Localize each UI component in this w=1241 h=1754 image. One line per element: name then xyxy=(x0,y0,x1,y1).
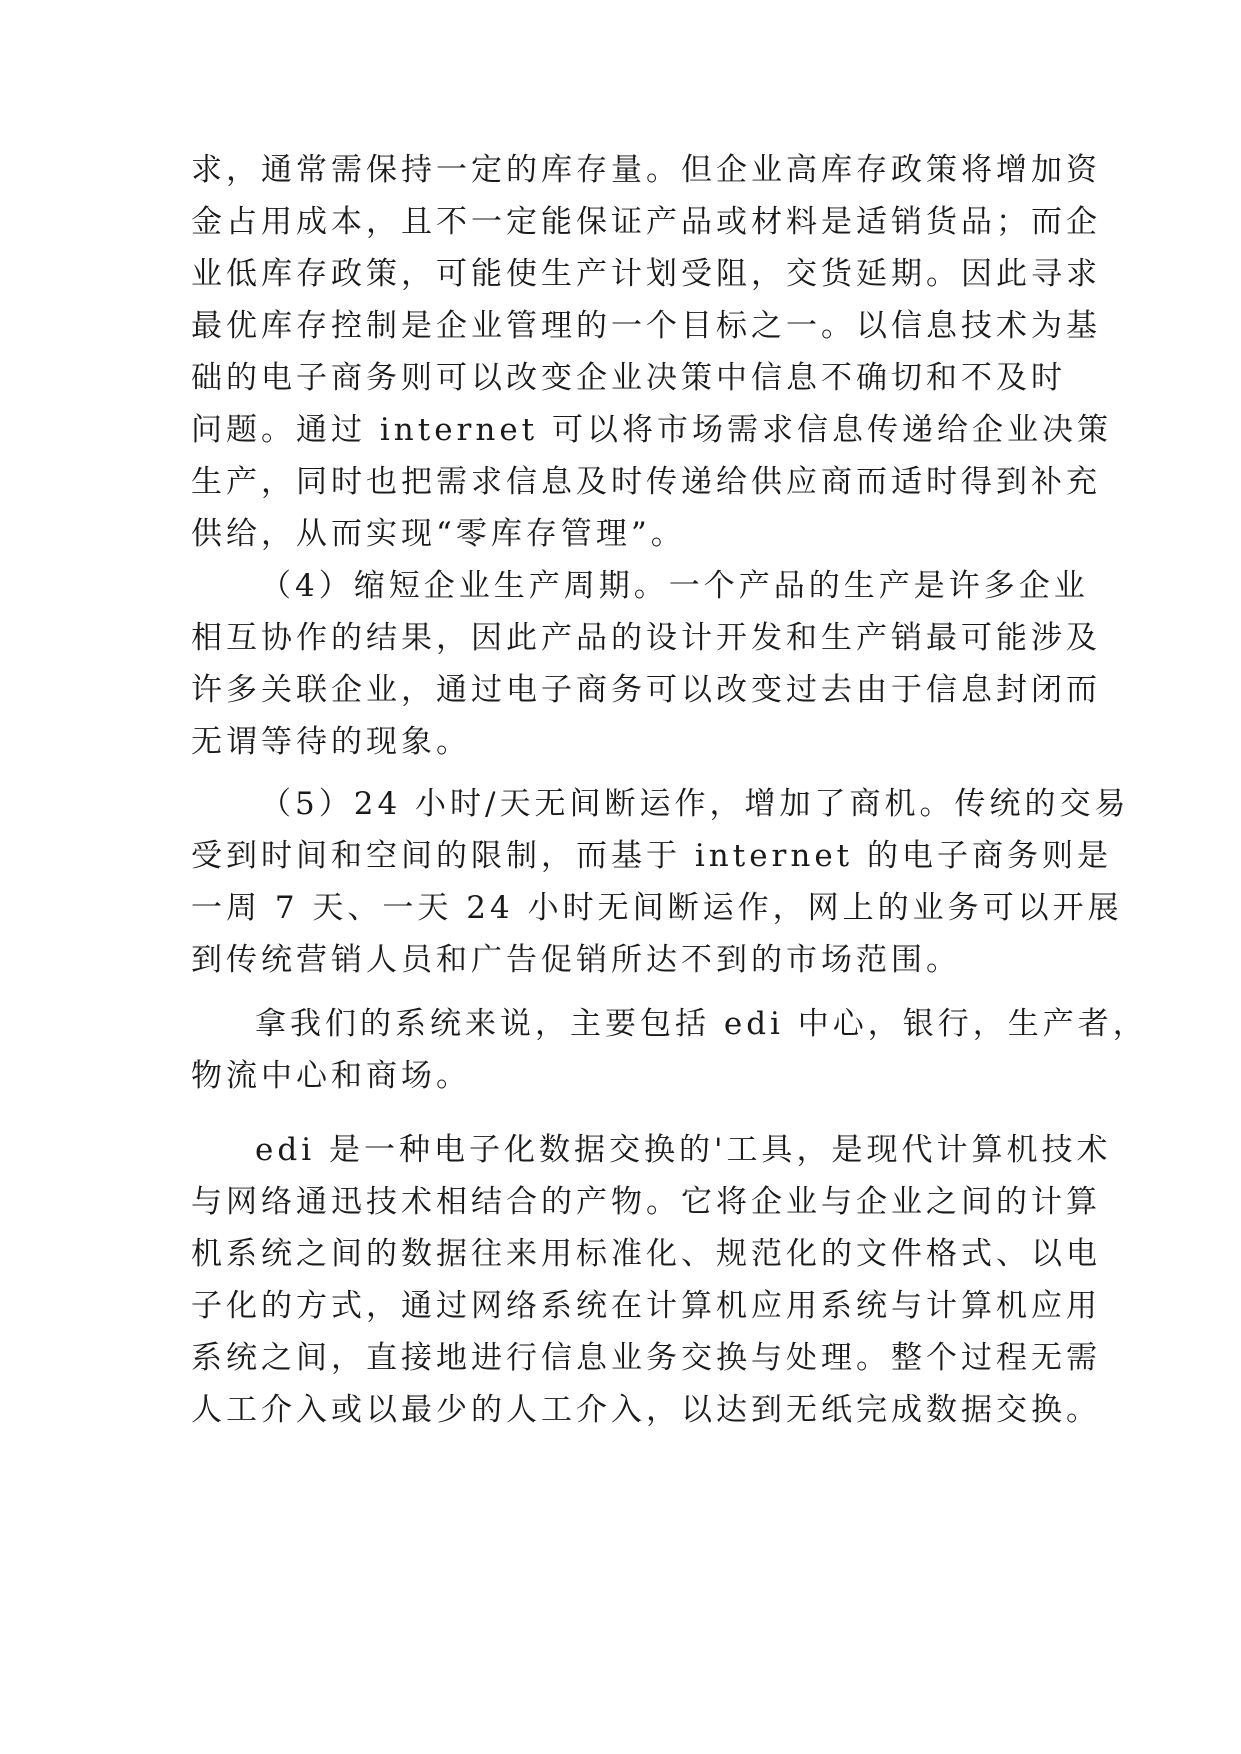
text-line: 生产，同时也把需求信息及时传递给供应商而适时得到补充 xyxy=(191,464,1101,500)
text-line: 与网络通迅技术相结合的产物。它将企业与企业之间的计算 xyxy=(191,1184,1101,1220)
text-line: 物流中心和商场。 xyxy=(191,1058,471,1094)
text-line: 求，通常需保持一定的库存量。但企业高库存政策将增加资 xyxy=(191,152,1101,188)
text-line: 业低库存政策，可能使生产计划受阻，交货延期。因此寻求 xyxy=(191,256,1101,292)
paragraph-first-line: （5）24 小时/天无间断运作，增加了商机。传统的交易 xyxy=(260,786,1130,822)
paragraph-first-line: 拿我们的系统来说，主要包括 edi 中心，银行，生产者， xyxy=(255,1006,1148,1042)
text-line: 础的电子商务则可以改变企业决策中信息不确切和不及时 xyxy=(191,360,1066,396)
text-line: 许多关联企业，通过电子商务可以改变过去由于信息封闭而 xyxy=(191,672,1101,708)
text-line: 最优库存控制是企业管理的一个目标之一。以信息技术为基 xyxy=(191,308,1101,344)
paragraph-first-line: （4）缩短企业生产周期。一个产品的生产是许多企业 xyxy=(260,568,1089,604)
text-line: 子化的方式，通过网络系统在计算机应用系统与计算机应用 xyxy=(191,1288,1101,1324)
text-line: 金占用成本，且不一定能保证产品或材料是适销货品；而企 xyxy=(191,204,1101,240)
text-line: 人工介入或以最少的人工介入，以达到无纸完成数据交换。 xyxy=(191,1392,1101,1428)
text-line: 供给，从而实现“零库存管理”。 xyxy=(191,516,686,552)
text-line: 系统之间，直接地进行信息业务交换与处理。整个过程无需 xyxy=(191,1340,1101,1376)
text-line: 受到时间和空间的限制，而基于 internet 的电子商务则是 xyxy=(191,838,1112,874)
paragraph-first-line: edi 是一种电子化数据交换的'工具，是现代计算机技术 xyxy=(255,1132,1112,1168)
text-line: 相互协作的结果，因此产品的设计开发和生产销最可能涉及 xyxy=(191,620,1101,656)
text-line: 问题。通过 internet 可以将市场需求信息传递给企业决策 xyxy=(191,412,1112,448)
text-line: 无谓等待的现象。 xyxy=(191,724,471,760)
text-line: 到传统营销人员和广告促销所达不到的市场范围。 xyxy=(191,942,961,978)
text-line: 机系统之间的数据往来用标准化、规范化的文件格式、以电 xyxy=(191,1236,1101,1272)
text-line: 一周 7 天、一天 24 小时无间断运作，网上的业务可以开展 xyxy=(191,890,1123,926)
